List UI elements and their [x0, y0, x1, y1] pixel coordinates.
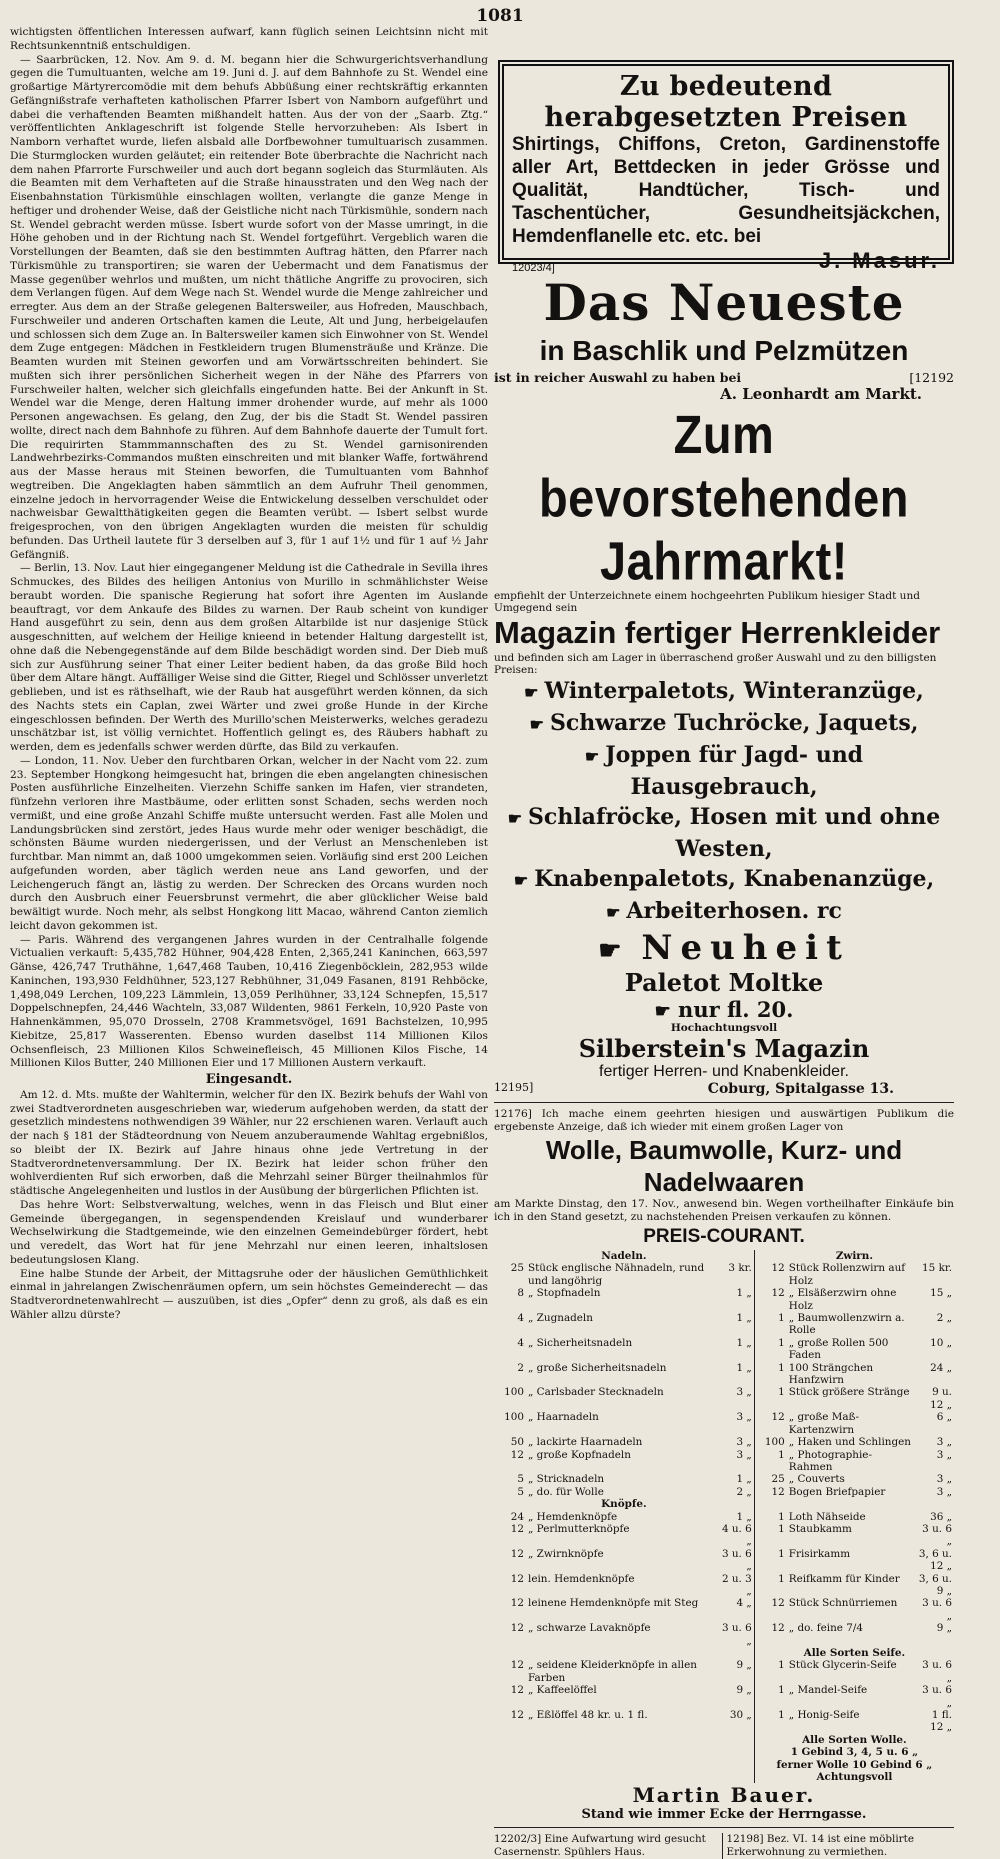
price-cell: „ do. für Wolle: [528, 1485, 604, 1498]
price-column-heading: [754, 1498, 954, 1510]
ad-leonhardt-signature: A. Leonhardt am Markt.: [720, 385, 922, 403]
ad-silberstein-signature: Silberstein's Magazin: [578, 1034, 870, 1063]
price-cell: 3 „: [936, 1436, 952, 1449]
pointing-hand-icon: ☛: [654, 1001, 671, 1022]
article-paragraph: Eine halbe Stunde der Arbeit, der Mittagsruhe oder der häuslichen Gemüthlichkeit einmal in jahrelangen Zwischenräumen opfern, um sein höchstes Gemeinderecht — das Stadtverordnetenwahlrecht — auszuüben, ist dies „Opfer“ denn zu groß, als daß es ein Wähler allzu dürste?: [10, 1267, 488, 1321]
price-cell: „ Mandel-Seife: [788, 1684, 868, 1697]
article-paragraph: — Paris. Während des vergangenen Jahres wurden in der Centralhalle folgende Victualien verkauft: 5,435,782 Hühner, 904,428 Enten, 2,365,241 Kaninchen, 663,597 Gänse, 426,747 Truthähne, 1,647,468 Tauben, 10,416 Ziegenböcklein, 282,953 wilde Kaninchen, 193,930 Feldhühner, 523,127 Rebhühner, 31,049 Fasanen, 8191 Rehböcke, 1,498,049 Lerchen, 109,223 Lämmlein, 13,059 Perlhühner, 33,124 Schnepfen, 15,517 Doppelschnepfen, 24,446 Wachteln, 33,087 Wildenten, 9861 Ferkeln, 10,920 Paste von Hahnenkämmen, 95,070 Drosseln, 2708 Krammetsvögel, 1691 Bachstelzen, 10,995 Kiebitze, 25,817 Wasserenten. Ebenso wurden daselbst 114 Millionen Kilos Ochsenfleisch, 23 Millionen Kilos Schweinefleisch, 45 Millionen Kilos Fische, 14 Millionen Kilos Butter, 240 Millionen Eier und 17 Millionen Austern verkauft.: [10, 933, 488, 1070]
price-cell: 2 u. 3 „: [721, 1572, 752, 1597]
price-column-heading: Knöpfe.: [601, 1498, 647, 1511]
price-cell: 3 u. 6 „: [922, 1597, 952, 1622]
ad-address: Coburg, Spitalgasse 13.: [707, 1081, 894, 1097]
ad-neuheit: Neuheit: [641, 928, 850, 968]
price-row: [494, 1362, 954, 1387]
price-cell: 12: [754, 1597, 787, 1622]
price-row: [494, 1486, 954, 1498]
price-cell: „ Haarnadeln: [528, 1411, 599, 1424]
ad-item: ☛ Joppen für Jagd- und Hausgebrauch,: [584, 742, 864, 800]
article-paragraph: — Saarbrücken, 12. Nov. Am 9. d. M. begann hier die Schwurgerichtsverhandlung gegen die Tumultuanten, welche am 19. Juni d. J. auf dem Bahnhofe zu St. Wendel eine großartige Märtyrercomödie mit dem behufs Abbüßung einer rechtskräftig erkannten Gefängnißstrafe verhafteten katholischen Pfarrer Isbert von Namborn aufgeführt und dabei die verhaftenden Beamten mißhandelt hatten. Aus der von der „Saarb. Ztg.“ veröffentlichten Anklageschrift ist folgende Stelle hervorzuheben: Als Isbert in Namborn verhaftet wurde, liefen alsbald alle Dorfbewohner tumultuarisch zusammen. Die Sturmglocken wurden geläutet; ein reitender Bote überbrachte die Nachricht nach dem nahen Pfarrorte Furschweiler und auch dort begann sogleich das Sturmläuten. Als die Beamten mit dem Verhafteten auf die Straße hinausstraten und den Weg nach der Eisenbahnstation Türkismühle einschlagen wollten, verlangte die ganze Menge in heftiger und drohender Weise, daß der Geistliche nicht nach Türkismühle, sondern nach St. Wendel gebracht werden müsse. Isbert wurde sofort von der Masse umringt, in die Höhe gehoben und in der Richtung nach St. Wendel fortgeführt. Vergeblich waren die Vorstellungen der Beamten, daß sie den bestimmten Auftrag hätten, den Pfarrer nach Türkismühle zu transportiren; sie waren der Uebermacht und dem Fanatismus der Masse gegenüber wehrlos und mußten, um nicht thätliche Angriffe zu provociren, sich dem Verlangen fügen. Auf dem Wege nach St. Wendel wurde die Menge zahlreicher und erregter. Aus dem an der Straße gelegenen Baltersweiler, aus Hofreden, Mauschbach, Furschweiler und anderen Ortschaften kamen die Leute, Alt und Jung, herbeigelaufen und schlossen sich dem Zuge an. In Baltersweiler kamen sich Einwohner von St. Wendel dem Zuge entgegen: Mädchen in Festkleidern trugen Blumensträuße und Kränze. Die Beamten wurden mit Steinen geworfen und am Vorwärtsschreiten behindert. Sie mußten sich ihrer persönlichen Sicherheit wegen in der Nähe des Pfarrers von Furschweiler halten, welcher sich gleichfalls eingefunden hatte. Bei der Ankunft in St. Wendel war die Menge, deren Haltung immer drohender wurde, auf mehr als 1000 Personen angewachsen. Es gelang, den Zug, der bis die Stadt St. Wendel passiren wollte, direct nach dem Bahnhofe zu führen. Auf dem Bahnhofe dauerte der Tumult fort. Die requirirten Stammmannschaften des zu St. Wendel garnisonirenden Landwehrbezirks-Commandos mußten einschreiten und mit blanker Waffe, fortwährend aus der Masse heraus mit Steinen beworfen, die Tumultuanten vom Bahnhof wegtreiben. Die Angeklagten haben sämmtlich an dem Aufruhr Theil genommen, einzelne jedoch in hervorragender Weise die Entwickelung desselben verschuldet oder nachweisbar Gewaltthätigkeiten gegen die Beamten verübt. — Isbert selbst wurde freigesprochen, von den übrigen Angeklagten wurden die meisten für schuldig befunden. Das Urtheil lautete für 3 derselben auf 3, für 1 auf 1½ und für 1 auf ½ Jahr Gefängniß.: [10, 53, 488, 561]
price-cell: „ Photographie-Rahmen: [788, 1448, 872, 1473]
price-cell: „ Honig-Seife: [788, 1709, 860, 1722]
price-courant-title: PREIS-COURANT.: [643, 1226, 805, 1247]
price-column-heading: 1 Gebind 3, 4, 5 u. 6 „: [754, 1746, 954, 1758]
price-cell: 1: [754, 1386, 787, 1411]
price-cell: 30 „: [729, 1709, 752, 1722]
price-cell: 3 u. 6 „: [721, 1547, 752, 1573]
price-row: [494, 1523, 954, 1548]
ad-item: ☛ Arbeiterhosen. rc: [606, 898, 842, 924]
price-cell: „ Couverts: [788, 1473, 845, 1486]
pointing-hand-icon: ☛: [513, 871, 529, 890]
price-cell: „ große Maß-Kartenzwirn: [788, 1411, 860, 1436]
price-column-heading: Zwirn.: [754, 1250, 954, 1262]
ad-silberstein-shop: Magazin fertiger Herrenkleider: [494, 615, 941, 650]
price-cell: „ do. feine 7/4: [788, 1622, 863, 1635]
price-cell: 10 „: [930, 1336, 952, 1349]
price-cell: 1 „: [736, 1312, 752, 1325]
price-cell: 3 u. 6 „: [922, 1684, 952, 1709]
price-cell: 12: [754, 1287, 787, 1312]
article-paragraph: — London, 11. Nov. Ueber den furchtbaren Orkan, welcher in der Nacht vom 22. zum 23. September Hongkong heimgesucht hat, bringen die eben angelangten chinesischen Posten ausführliche Einzelheiten. Vierzehn Schiffe sanken im Hafen, vier strandeten, fünfzehn verloren ihre Mastbäume, oder erlitten sonst Schaden, sechs werden noch vermißt, und eine große Anzahl Schiffe mußte untersucht werden. Fast alle Molen und Landungsbrücken sind zerstört, jedes Haus wurde mehr oder weniger beschädigt, die schönsten Bäume wurden niedergerissen, und der Verlust an Menschenleben ist furchtbar. Man nimmt an, daß 1000 umgekommen seien. Vorläufig sind erst 200 Leichen aufgefunden worden, aber täglich werden neue ans Land geworfen, und der Leichengeruch fängt an, lästig zu werden. Der Schrecken des Orcans wurden noch durch den Ausbruch einer Feuersbrunst vermehrt, die aber glücklicher Weise bald bewältigt wurde. Noch mehr, als selbst Hongkong litt Macao, während Canton ziemlich leicht davon gekommen ist.: [10, 754, 488, 932]
ad-number: 12023/4]: [512, 262, 555, 274]
price-subheading-row: [494, 1734, 954, 1746]
price-cell: „ Kaffeelöffel: [528, 1684, 597, 1697]
article-paragraph: Am 12. d. Mts. mußte der Wahltermin, welcher für den IX. Bezirk behufs der Wahl von zwei Stadtverordneten ausgeschrieben war, wiederum aufgehoben werden, da statt der gesetzlich mindestens nothwendigen 39 Wähler, nur 22 erschienen waren. Verlauft auch der nach § 181 der Städteordnung von Neuem anzuberaumende Wahltag ergebnißlos, so bleibt der IX. Bezirk auf Jahre hinaus ohne jede Vertretung in der Stadtverordnetenversammlung. Der IX. Bezirk hat leider schon früher den wohlverdienten Ruf sich erworben, daß die Mehrzahl seiner Bürger theilnahmlos für städtische Angelegenheiten und lustlos in der Ausübung der bürgerlichen Pflichten ist.: [10, 1088, 488, 1197]
price-cell: 3, 6 u. 9 „: [918, 1572, 952, 1597]
price-cell: „ Sicherheitsnadeln: [528, 1336, 633, 1349]
ad-bauer-signature: Martin Bauer.: [632, 1783, 816, 1808]
price-cell: Stück englische Nähnadeln, rund und langöhrig: [528, 1262, 705, 1287]
divider: [494, 1102, 954, 1103]
price-cell: 3 „: [936, 1473, 952, 1486]
price-cell: 12: [510, 1659, 524, 1672]
price-cell: lein. Hemdenknöpfe: [528, 1572, 635, 1585]
price-cell: 12: [510, 1684, 524, 1697]
small-ad-left: 12202/3] Eine Aufwartung wird gesucht Casernenstr. Spühlers Haus.: [494, 1833, 706, 1859]
pointing-hand-icon: ☛: [524, 683, 539, 702]
pointing-hand-icon: ☛: [606, 903, 621, 922]
price-cell: Stück Glycerin-Seife: [788, 1659, 897, 1672]
price-cell: „ Zugnadeln: [528, 1312, 593, 1325]
price-cell: 24 „: [930, 1361, 952, 1374]
price-cell: 36 „: [930, 1510, 952, 1523]
price-cell: 1: [754, 1659, 787, 1684]
price-cell: 1: [754, 1337, 787, 1362]
ad-silberstein-intro: empfiehlt der Unterzeichnete einem hochgeehrten Publikum hiesiger Stadt und Umgegend sein: [494, 590, 920, 614]
ad-item: ☛ Knabenpaletots, Knabenanzüge,: [513, 866, 935, 892]
price-cell: 1 „: [736, 1510, 752, 1523]
eingesandt-heading: Eingesandt.: [205, 1072, 293, 1087]
price-cell: 12: [510, 1448, 524, 1461]
price-cell: 2: [517, 1361, 524, 1374]
price-row: [494, 1386, 954, 1411]
price-subheading-row: [494, 1498, 954, 1510]
price-row: [494, 1287, 954, 1312]
price-cell: 9 „: [736, 1684, 752, 1697]
price-row: [494, 1312, 954, 1337]
price-cell: 5: [517, 1473, 524, 1486]
price-cell: Staubkamm: [788, 1522, 852, 1535]
ad-leonhardt-line: ist in reicher Auswahl zu haben bei: [494, 370, 742, 385]
ad-masur-headline: Zu bedeutend herabgesetzten Preisen: [544, 71, 908, 133]
price-cell: 3 „: [936, 1448, 952, 1461]
article-paragraph: Das hehre Wort: Selbstverwaltung, welches, wenn in das Fleisch und Blut einer Gemeinde übergegangen, in segenspendenden Kreislauf und wunderbarer Wechselwirkung die Stadtgemeinde, wie den einzelnen Gemeindebürger fördert, hebt und veredelt, das Wort hat für jene Mehrzahl nur einen leeren, inhaltslosen bedeutungslosen Klang.: [10, 1198, 488, 1266]
ad-number: 12195]: [494, 1081, 534, 1094]
price-cell: 3 u. 6 „: [922, 1522, 952, 1548]
price-cell: 1: [754, 1523, 787, 1548]
ad-masur-body: Shirtings, Chiffons, Creton, Gardinenstoffe aller Art, Bettdecken in jeder Grösse und Qualität, Handtücher, Tisch- und Taschentücher, Gesundheitsjäckchen, Hemdenflanelle etc. etc. bei: [512, 134, 940, 247]
price-cell: „ große Rollen 500 Faden: [788, 1336, 889, 1362]
price-row: [494, 1597, 954, 1622]
price-cell: 1 „: [736, 1473, 752, 1486]
price-cell: 12: [510, 1572, 524, 1585]
price-cell: 1: [754, 1511, 787, 1523]
page-number: 1081: [476, 6, 524, 26]
price-cell: 1: [754, 1684, 787, 1709]
price-cell: Reifkamm für Kinder: [788, 1572, 900, 1585]
price-cell: 12: [754, 1262, 787, 1287]
ad-bauer-title: Wolle, Baumwolle, Kurz- und Nadelwaaren: [545, 1135, 903, 1197]
price-cell: 3 „: [736, 1436, 752, 1449]
price-cell: „ Stricknadeln: [528, 1473, 605, 1486]
ad-item: ☛ Schlafröcke, Hosen mit und ohne Westen,: [507, 804, 941, 862]
ad-silberstein-title: Zum bevorstehenden Jahrmarkt!: [538, 403, 910, 592]
price-cell: Loth Nähseide: [788, 1510, 866, 1523]
price-column-heading: [494, 1746, 754, 1758]
price-column-heading: ferner Wolle 10 Gebind 6 „: [754, 1759, 954, 1771]
right-column: [494, 26, 954, 1859]
price-row: [494, 1511, 954, 1523]
price-cell: 3, 6 u. 12 „: [918, 1547, 952, 1573]
price-cell: 4: [517, 1336, 524, 1349]
price-table: [494, 1250, 954, 1783]
price-cell: 12: [754, 1486, 787, 1498]
ad-price: ☛ nur fl. 20.: [654, 997, 794, 1022]
price-cell: 15 „: [930, 1287, 952, 1300]
price-row: [494, 1709, 954, 1734]
price-row: [494, 1411, 954, 1436]
ad-masur-signature: J. Masur.: [818, 248, 940, 273]
price-row: [494, 1684, 954, 1709]
price-cell: „ Haken und Schlingen: [788, 1436, 911, 1449]
ad-number: [12192: [909, 370, 954, 385]
pointing-hand-icon: ☛: [507, 809, 523, 828]
price-column-heading: [494, 1734, 754, 1746]
price-cell: 12: [754, 1411, 787, 1436]
ad-bauer-stand: Stand wie immer Ecke der Herrngasse.: [581, 1807, 867, 1823]
price-cell: „ große Kopfnadeln: [528, 1448, 631, 1461]
price-column-heading: Alle Sorten Wolle.: [754, 1734, 954, 1746]
ad-greeting: Hochachtungsvoll: [670, 1022, 778, 1034]
price-cell: 4 u. 6 „: [721, 1522, 752, 1548]
price-cell: 12: [510, 1709, 524, 1722]
price-cell: 9 „: [936, 1622, 952, 1635]
price-column-heading: [494, 1759, 754, 1771]
price-cell: 8: [517, 1287, 524, 1300]
ad-leonhardt-subtitle: in Baschlik und Pelzmützen: [539, 335, 909, 366]
price-subheading-row: [494, 1771, 954, 1783]
price-cell: „ seidene Kleiderknöpfe in allen Farben: [528, 1659, 697, 1684]
price-cell: 12: [510, 1597, 524, 1610]
article-paragraph: — Berlin, 13. Nov. Laut hier eingegangener Meldung ist die Cathedrale in Sevilla ihres Schmuckes, des Bildes des heiligen Antonius von Murillo in schmählichster Weise beraubt worden. Die spanische Regierung hat sofort ihre Agenten im Auslande beauftragt, vor dem Ankaufe des Bildes zu warnen. Der Raub scheint von kundiger Hand ausgeführt zu sein, denn aus dem großen Altarbilde ist nur dasjenige Stück ausgeschnitten, auf welchem der Heilige knieend in betender Haltung dargestellt ist, ohne daß die Nebengegenstände auf dem Bilde beschädigt worden sind. Der Dieb muß sich zur Ausführung seiner That einer Leiter bedient haben, da das große Bild hoch über dem Altare hängt. Auffälliger Weise sind die Gitter, Riegel und Schlösser unverletzt geblieben, und ist es räthselhaft, wie der Raub hat ausgeführt werden können, da sich des Nachts stets ein Caplan, zwei Wärter und zwei große Hunde in der Kirche eingeschlossen befinden. Der Werth des Murillo'schen Meisterwerks, welches geradezu unschätzbar ist, ist völlig vernichtet. Hoffentlich gelingt es, des Räubers habhaft zu werden, dem es jedenfalls schwer werden dürfte, das Bild zu verkaufen.: [10, 562, 488, 753]
price-column-heading: [494, 1647, 754, 1659]
price-cell: 3 „: [936, 1485, 952, 1498]
price-cell: 1 „: [736, 1336, 752, 1349]
price-cell: 12: [510, 1622, 524, 1635]
price-cell: „ Stopfnadeln: [528, 1287, 601, 1300]
price-cell: 1: [754, 1709, 787, 1734]
price-cell: 2 „: [736, 1485, 752, 1498]
price-cell: 6 „: [936, 1411, 952, 1424]
price-cell: 100: [504, 1411, 524, 1424]
ad-bauer: [494, 1108, 954, 1822]
price-cell: 100 Strängchen Hanfzwirn: [788, 1361, 874, 1387]
price-cell: 1 „: [736, 1287, 752, 1300]
price-cell: 3 u. 6 „: [922, 1659, 952, 1684]
price-cell: „ Carlsbader Stecknadeln: [528, 1386, 664, 1399]
price-column-heading: Nadeln.: [601, 1250, 647, 1262]
pointing-hand-icon: ☛: [584, 747, 600, 766]
price-cell: Stück Rollenzwirn auf Holz: [788, 1262, 906, 1287]
price-cell: 3 kr.: [728, 1262, 752, 1275]
price-cell: 1 „: [736, 1361, 752, 1374]
ad-silberstein-intro2: und befinden sich am Lager in überraschend großer Auswahl und zu den billigsten Preisen:: [494, 652, 937, 676]
price-cell: 50: [510, 1436, 524, 1449]
price-cell: 9 u. 12 „: [930, 1386, 952, 1411]
price-row: [494, 1622, 954, 1647]
price-cell: Frisirkamm: [788, 1547, 851, 1560]
price-cell: 1: [754, 1573, 787, 1598]
price-cell: leinene Hemdenknöpfe mit Steg: [528, 1597, 699, 1610]
price-row: [494, 1337, 954, 1362]
price-cell: 25: [510, 1262, 524, 1275]
price-cell: „ Baumwollenzwirn a. Rolle: [788, 1312, 905, 1337]
price-cell: 1: [754, 1312, 787, 1337]
price-cell: Stück Schnürriemen: [788, 1597, 898, 1610]
left-column: [10, 26, 488, 1323]
price-cell: 12: [754, 1622, 787, 1647]
price-cell: 2 „: [936, 1312, 952, 1325]
price-cell: 1: [754, 1362, 787, 1387]
price-cell: 100: [754, 1436, 787, 1448]
pointing-hand-icon: ☛: [529, 715, 544, 734]
price-cell: 4 „: [736, 1597, 752, 1610]
price-cell: Bogen Briefpapier: [788, 1485, 886, 1498]
ad-bauer-intro: 12176] Ich mache einem geehrten hiesigen und auswärtigen Publikum die ergebenste Anzeige, daß ich wieder mit einem großen Lager von: [494, 1108, 954, 1133]
price-row: [494, 1262, 954, 1287]
price-cell: „ schwarze Lavaknöpfe: [528, 1622, 651, 1635]
article-paragraph: wichtigsten öffentlichen Interessen aufwarf, kann füglich seinen Leichtsinn nicht mit Rechtsunkenntniß entschuldigen.: [10, 26, 488, 52]
price-cell: 3 „: [736, 1386, 752, 1399]
small-ad-right: 12198] Bez. VI. 14 ist eine möblirte Erkerwohnung zu vermiethen.: [722, 1833, 955, 1859]
price-cell: 4: [517, 1312, 524, 1325]
ad-item: ☛ Winterpaletots, Winteranzüge,: [524, 678, 924, 704]
ad-masur: [498, 60, 954, 274]
price-cell: 3 u. 6 „: [721, 1622, 752, 1647]
ad-leonhardt-title: Das Neueste: [543, 273, 905, 332]
price-cell: „ Eßlöffel 48 kr. u. 1 fl.: [528, 1709, 648, 1722]
price-cell: „ lackirte Haarnadeln: [528, 1436, 643, 1449]
price-cell: 5: [517, 1485, 524, 1498]
price-cell: 9 „: [736, 1659, 752, 1672]
price-cell: 1 fl. 12 „: [930, 1709, 952, 1734]
price-row: [494, 1449, 954, 1474]
price-subheading-row: [494, 1759, 954, 1771]
price-row: [494, 1436, 954, 1448]
price-column-heading: Alle Sorten Seife.: [754, 1647, 954, 1659]
pointing-hand-icon: ☛: [598, 936, 622, 966]
price-cell: „ große Sicherheitsnadeln: [528, 1361, 667, 1374]
price-column-heading: Achtungsvoll: [754, 1771, 954, 1783]
ad-item: ☛ Schwarze Tuchröcke, Jaquets,: [529, 710, 919, 736]
ad-silberstein: [494, 403, 954, 1097]
price-cell: Stück größere Stränge: [788, 1386, 910, 1399]
price-cell: 3 „: [736, 1411, 752, 1424]
price-cell: 15 kr.: [922, 1262, 952, 1275]
price-cell: 24: [510, 1510, 524, 1523]
price-cell: 12: [510, 1522, 524, 1535]
ad-paletot: Paletot Moltke: [624, 968, 824, 997]
price-cell: 25: [754, 1473, 787, 1485]
price-cell: „ Perlmutterknöpfe: [528, 1522, 630, 1535]
small-ads: [494, 1833, 954, 1859]
price-cell: 3 „: [736, 1448, 752, 1461]
price-cell: 100: [504, 1386, 524, 1399]
price-row: [494, 1548, 954, 1573]
price-subheading-row: [494, 1647, 954, 1659]
price-cell: 12: [510, 1547, 524, 1560]
price-row: [494, 1659, 954, 1684]
divider: [494, 1827, 954, 1828]
price-cell: „ Hemdenknöpfe: [528, 1510, 618, 1523]
price-cell: 1: [754, 1548, 787, 1573]
ad-silberstein-sig2: fertiger Herren- und Knabenkleider.: [599, 1063, 849, 1080]
price-cell: „ Elsäßerzwirn ohne Holz: [788, 1287, 897, 1312]
price-cell: „ Zwirnknöpfe: [528, 1547, 604, 1560]
price-cell: 1: [754, 1449, 787, 1474]
price-column-heading: [494, 1771, 754, 1783]
price-row: [494, 1573, 954, 1598]
price-subheading-row: [494, 1746, 954, 1758]
price-row: [494, 1473, 954, 1485]
ad-leonhardt: [494, 272, 954, 403]
ad-bauer-intro2: am Markte Dinstag, den 17. Nov., anwesend bin. Wegen vortheilhafter Einkäufe bin ich in den Stand gesetzt, zu nachstehenden Preisen verkaufen zu können.: [494, 1198, 954, 1223]
